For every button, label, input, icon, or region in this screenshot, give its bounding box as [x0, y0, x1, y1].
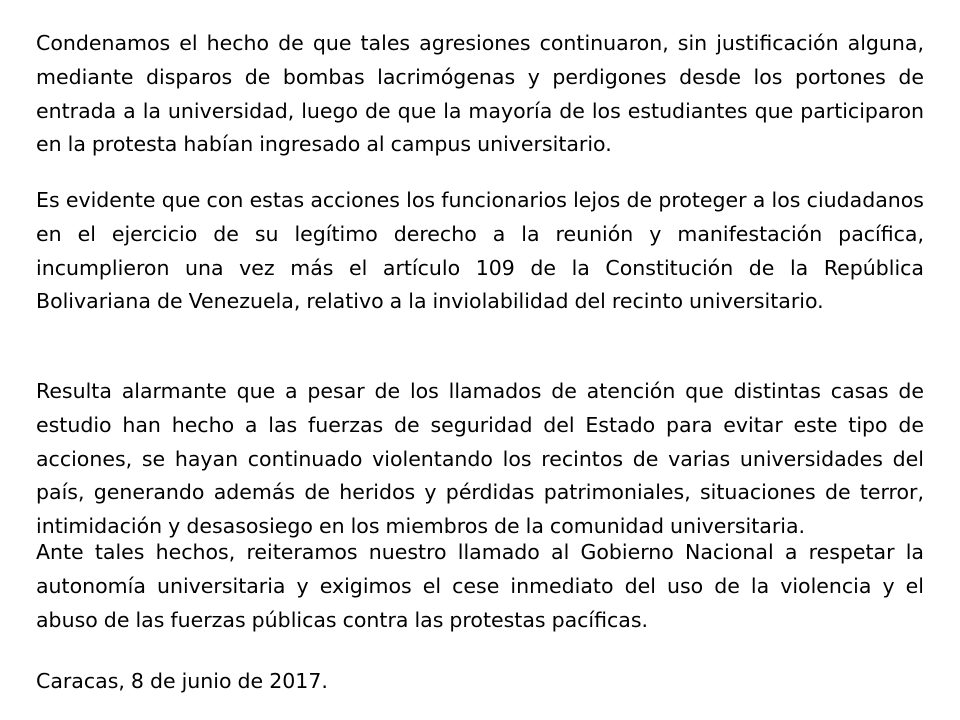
paragraph-constitution-violation: Es evidente que con estas acciones los funcionarios lejos de proteger a los ciudadanos en el ejercicio de su legítimo derecho a la reunión y manifestación pacífica, incumplieron una vez más el artículo 109 de la Constitución de la República Bolivariana de Venezuela, relativo a la inviolabilidad del recinto universitario. — [36, 188, 924, 314]
paragraph-call-to-government: Ante tales hechos, reiteramos nuestro llamado al Gobierno Nacional a respetar la autonomía universitaria y exigimos el cese inmediato del uso de la violencia y el abuso de las fuerzas públicas contra las protestas pacíficas. — [36, 540, 924, 632]
paragraph-condemnation: Condenamos el hecho de que tales agresiones continuaron, sin justificación alguna, mediante disparos de bombas lacrimógenas y perdigones desde los portones de entrada a la universidad, luego de que la mayoría de los estudiantes que participaron en la protesta habían ingresado al campus universitario. — [36, 31, 924, 157]
place-date-line: Caracas, 8 de junio de 2017. — [36, 669, 328, 693]
paragraph-alarm: Resulta alarmante que a pesar de los llamados de atención que distintas casas de estudio han hecho a las fuerzas de seguridad del Estado para evitar este tipo de acciones, se hayan continuado violentando los recintos de varias universidades del país, generando además de heridos y pérdidas patrimoniales, situaciones de terror, intimidación y desasosiego en los miembros de la comunidad universitaria. — [36, 379, 924, 539]
